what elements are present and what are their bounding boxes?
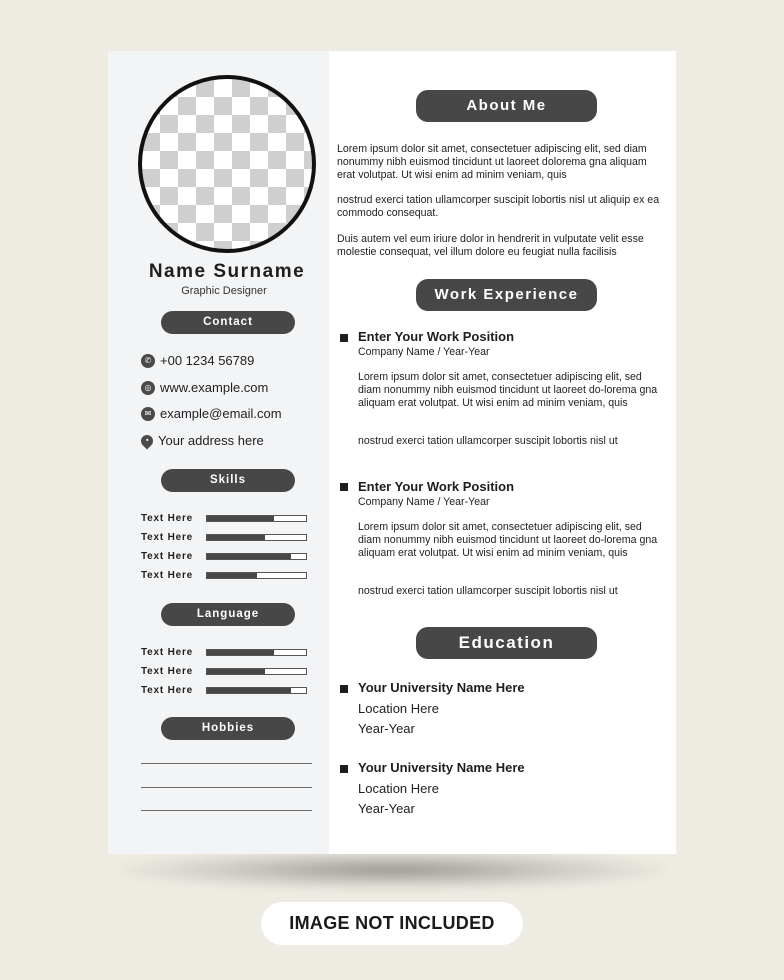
language-bar [206, 687, 307, 694]
experience-heading: Work Experience [416, 279, 597, 311]
about-paragraph: nostrud exerci tation ullamcorper suscipit lobortis nisl ut aliquip ex ea commodo consequat. [337, 194, 660, 219]
language-label: Text Here [141, 666, 194, 677]
job-title: Enter Your Work Position [358, 479, 515, 494]
image-not-included-badge: IMAGE NOT INCLUDED [261, 902, 523, 945]
mail-icon: ✉ [141, 407, 155, 421]
bullet-icon [340, 334, 348, 342]
language-row [141, 666, 309, 677]
skill-label: Text Here [141, 532, 194, 543]
language-label: Text Here [141, 647, 194, 658]
language-bar [206, 649, 307, 656]
resume-page [108, 51, 676, 854]
bullet-icon [340, 685, 348, 693]
hobby-line [141, 763, 312, 764]
skill-bar-fill [207, 573, 257, 578]
job-description: Lorem ipsum dolor sit amet, consectetuer adipiscing elit, sed diam nonummy nibh euismod tincidunt ut laoreet do-lorema gna aliquam erat volutpat. Ut wisi enim ad minim veniam, quis [358, 371, 658, 409]
skill-bar [206, 515, 307, 522]
bullet-icon [340, 765, 348, 773]
contact-heading: Contact [161, 311, 295, 334]
skill-bar [206, 553, 307, 560]
contact-website [141, 380, 268, 395]
language-heading: Language [161, 603, 295, 626]
contact-email [141, 406, 282, 421]
language-label: Text Here [141, 685, 194, 696]
hobby-line [141, 810, 312, 811]
about-paragraph: Lorem ipsum dolor sit amet, consectetuer adipiscing elit, sed diam nonummy nibh euismod tincidunt ut laoreet dolorema gna aliquam erat volutpat. Ut wisi enim ad minim veniam, quis [337, 143, 647, 181]
skill-bar-fill [207, 554, 291, 559]
hobbies-heading: Hobbies [161, 717, 295, 740]
contact-phone-text: +00 1234 56789 [160, 353, 255, 368]
job-description: Lorem ipsum dolor sit amet, consectetuer adipiscing elit, sed diam nonummy nibh euismod tincidunt ut laoreet do-lorema gna aliquam erat volutpat. Ut wisi enim ad minim veniam, quis [358, 521, 658, 559]
skill-bar-fill [207, 535, 265, 540]
language-row [141, 647, 309, 658]
education-years: Year-Year [358, 801, 415, 816]
contact-address [141, 433, 264, 448]
language-bar-fill [207, 650, 274, 655]
job-description: nostrud exerci tation ullamcorper suscipit lobortis nisl ut [358, 435, 618, 447]
skill-row [141, 532, 309, 543]
hobby-line [141, 787, 312, 788]
education-title: Your University Name Here [358, 680, 525, 695]
education-location: Location Here [358, 701, 439, 716]
education-heading: Education [416, 627, 597, 659]
profile-role: Graphic Designer [181, 285, 267, 297]
page-shadow [120, 850, 665, 890]
profile-photo-placeholder [138, 75, 316, 253]
language-row [141, 685, 309, 696]
education-years: Year-Year [358, 721, 415, 736]
language-bar [206, 668, 307, 675]
about-paragraph: Duis autem vel eum iriure dolor in hendrerit in vulputate velit esse molestie consequat, vel illum dolore eu feugiat nulla facilisis [337, 233, 644, 258]
contact-address-text: Your address here [158, 433, 264, 448]
resume-main [329, 51, 676, 854]
education-location: Location Here [358, 781, 439, 796]
skill-label: Text Here [141, 513, 194, 524]
skill-label: Text Here [141, 551, 194, 562]
about-heading: About Me [416, 90, 597, 122]
globe-icon: ◎ [141, 381, 155, 395]
bullet-icon [340, 483, 348, 491]
job-description: nostrud exerci tation ullamcorper suscipit lobortis nisl ut [358, 585, 618, 597]
phone-icon: ✆ [141, 354, 155, 368]
job-company: Company Name / Year-Year [358, 346, 490, 358]
contact-phone [141, 353, 254, 368]
skills-heading: Skills [161, 469, 295, 492]
language-bar-fill [207, 669, 265, 674]
skill-row [141, 570, 309, 581]
skill-bar [206, 534, 307, 541]
resume-sidebar [108, 51, 329, 854]
language-bar-fill [207, 688, 291, 693]
education-title: Your University Name Here [358, 760, 525, 775]
skill-label: Text Here [141, 570, 194, 581]
skill-row [141, 551, 309, 562]
location-pin-icon: • [139, 432, 156, 449]
skill-row [141, 513, 309, 524]
skill-bar [206, 572, 307, 579]
contact-website-text: www.example.com [160, 380, 269, 395]
job-company: Company Name / Year-Year [358, 496, 490, 508]
contact-email-text: example@email.com [160, 406, 282, 421]
skill-bar-fill [207, 516, 274, 521]
profile-name: Name Surname [148, 261, 306, 282]
job-title: Enter Your Work Position [358, 329, 515, 344]
